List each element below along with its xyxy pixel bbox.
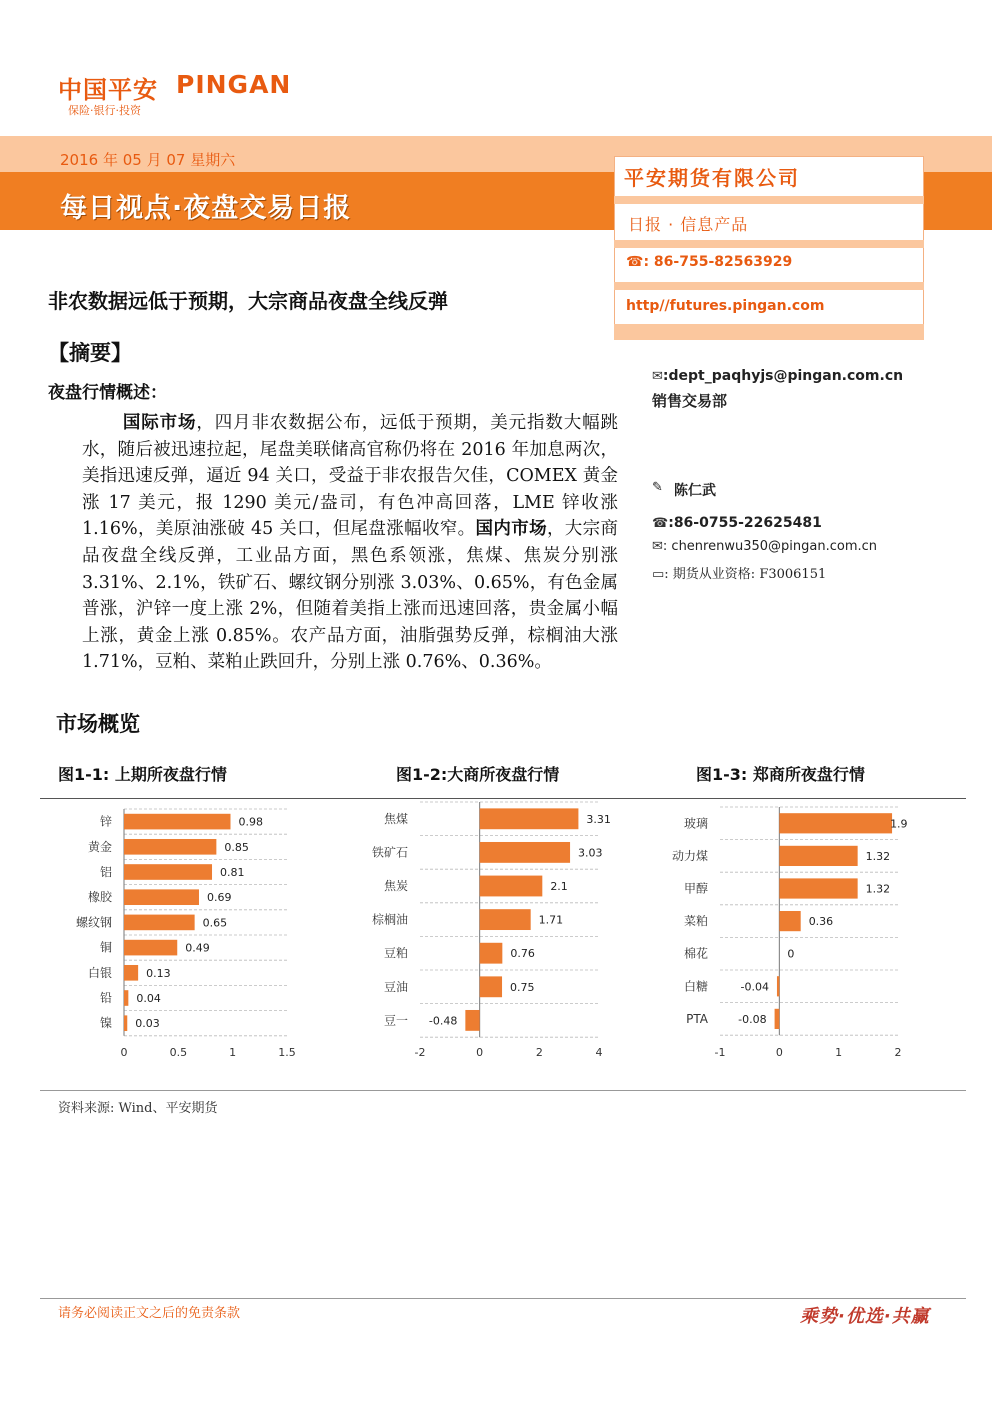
x-tick-label: 0 [120, 1046, 128, 1059]
x-tick-label: 2 [894, 1046, 902, 1059]
author-phone: ☎:86-0755-22625481 [652, 515, 822, 531]
info-separator [614, 240, 924, 248]
department: 销售交易部 [652, 392, 728, 410]
x-tick-label: -1 [714, 1046, 726, 1059]
x-tick-label: 2 [535, 1046, 543, 1059]
author-license: ▭: 期货从业资格: F3006151 [652, 567, 827, 582]
footer-rule [40, 1298, 966, 1299]
category-label: 锌 [99, 814, 112, 829]
chart-dce [372, 802, 611, 1059]
report-title: 每日视点·夜盘交易日报 [60, 193, 352, 224]
value-label: 0.76 [510, 947, 535, 961]
value-label: -0.04 [740, 980, 769, 994]
chart-2-title: 图1-2:大商所夜盘行情 [396, 765, 560, 784]
value-label: 0.03 [135, 1017, 160, 1031]
x-tick-label: 1.5 [278, 1046, 296, 1059]
x-tick-label: 1 [229, 1046, 237, 1059]
info-separator [614, 196, 924, 204]
phone-icon: ☎: [626, 254, 654, 270]
author-email[interactable]: ✉: chenrenwu350@pingan.com.cn [652, 539, 877, 554]
headline: 非农数据远低于预期，大宗商品夜盘全线反弹 [48, 289, 448, 313]
category-label: 铝 [99, 865, 112, 879]
report-date: 2016 年 05 月 07 星期六 [60, 151, 236, 169]
category-label: 白糖 [683, 979, 708, 994]
bar [124, 864, 212, 880]
category-label: 豆粕 [383, 946, 408, 961]
bar [124, 814, 230, 830]
mail-icon: ✉ [652, 539, 663, 554]
dept-email[interactable]: ✉:dept_paqhyjs@pingan.com.cn [652, 368, 904, 384]
abstract-label: 【摘要】 [48, 341, 132, 365]
value-label: 0.81 [220, 866, 245, 879]
chart-shfe [76, 809, 296, 1059]
charts-area [0, 799, 992, 1089]
category-label: 铜 [99, 940, 112, 955]
charts-bottom-rule [40, 1090, 966, 1091]
bar [124, 915, 195, 931]
value-label: 1.32 [865, 849, 891, 863]
mail-icon: ✉ [652, 369, 663, 384]
value-label: 0.65 [202, 916, 228, 930]
value-label: 0.85 [224, 840, 249, 854]
slogan: 乘势·优选·共赢 [800, 1306, 930, 1327]
category-label: PTA [686, 1011, 708, 1026]
value-label: 0.13 [146, 966, 171, 980]
bar [779, 813, 892, 833]
chart-1-title: 图1-1: 上期所夜盘行情 [58, 765, 227, 784]
chart-czce [672, 807, 908, 1059]
value-label: -0.08 [738, 1012, 767, 1026]
bar [465, 1010, 479, 1031]
bar [124, 965, 138, 981]
bar [779, 846, 857, 866]
bar [124, 990, 128, 1006]
info-separator [614, 324, 924, 340]
bar [777, 976, 779, 996]
market-overview-label: 市场概览 [56, 712, 140, 736]
phone-icon: ☎ [652, 516, 669, 531]
bar [779, 911, 800, 931]
category-label: 焦炭 [383, 879, 408, 893]
category-label: 铁矿石 [371, 845, 408, 860]
category-label: 棉花 [683, 946, 708, 961]
value-label: 1.9 [890, 817, 908, 831]
logo-en: PINGAN [176, 70, 292, 99]
bar [124, 1015, 127, 1031]
category-label: 棕榈油 [371, 912, 408, 927]
category-label: 玻璃 [683, 816, 708, 831]
company-website[interactable]: http//futures.pingan.com [626, 298, 825, 314]
summary-paragraph [82, 410, 618, 676]
value-label: 2.1 [550, 880, 568, 893]
value-label: 0.69 [206, 891, 232, 905]
category-label: 镍 [99, 1016, 112, 1031]
category-label: 菜粕 [683, 914, 708, 929]
category-label: 豆一 [383, 1013, 408, 1028]
author-name: 陈仁武 [674, 483, 716, 499]
value-label: 1.71 [538, 913, 564, 927]
x-tick-label: 0 [476, 1046, 484, 1059]
bar [480, 976, 502, 997]
category-label: 甲醇 [683, 881, 708, 896]
value-label: 0.04 [136, 992, 161, 1005]
bar [480, 876, 543, 897]
logo-tagline: 保险·银行·投资 [68, 104, 141, 117]
x-tick-label: 1 [835, 1046, 843, 1059]
bar [124, 839, 216, 855]
company-phone: ☎: 86-755-82563929 [626, 254, 793, 270]
category-label: 黄金 [87, 839, 112, 854]
domestic-market-label: 国内市场 [475, 519, 547, 540]
category-label: 橡胶 [87, 890, 112, 905]
value-label: 3.31 [586, 812, 611, 826]
bar [124, 940, 177, 956]
info-separator [614, 282, 924, 290]
bar [775, 1009, 780, 1029]
category-label: 铅 [99, 991, 112, 1005]
x-tick-label: 0.5 [169, 1046, 188, 1059]
value-label: 0.49 [185, 941, 210, 955]
domestic-market-text: ，大宗商品夜盘全线反弹，工业品方面，黑色系领涨，焦煤、焦炭分别涨 3.31%、2.1%，铁矿石、螺纹钢分别涨 3.03%、0.65%，有色金属普涨，沪锌一度上涨 2%，但随着美指上涨而迅速回落，贵金属小幅上涨，黄金上涨 0.85%。农产品方面，油脂强势反弹，棕榈油大涨 1.71%，豆粕、菜粕止跌回升，分别上涨 0.76%、0.36%。 [82, 519, 619, 673]
category-label: 白银 [87, 965, 112, 980]
bar [480, 842, 570, 863]
x-tick-label: 4 [595, 1046, 603, 1059]
category-label: 豆油 [383, 979, 408, 994]
product-type: 日报 · 信息产品 [628, 215, 749, 234]
value-label: -0.48 [428, 1014, 458, 1028]
disclaimer-link[interactable]: 请务必阅读正文之后的免责条款 [58, 1306, 241, 1321]
company-name: 平安期货有限公司 [624, 166, 800, 190]
bar [480, 808, 579, 829]
logo-cn: 中国平安 [58, 76, 158, 104]
intl-market-label: 国际市场 [122, 413, 197, 433]
book-icon: ▭ [652, 567, 665, 582]
chart-3-title: 图1-3: 郑商所夜盘行情 [696, 765, 865, 784]
value-label: 0.98 [238, 815, 263, 829]
value-label: 1.32 [865, 882, 891, 896]
category-label: 动力煤 [671, 848, 708, 863]
category-label: 螺纹钢 [75, 915, 112, 930]
value-label: 0.36 [808, 915, 834, 929]
bar [480, 943, 503, 964]
category-label: 焦煤 [383, 811, 408, 826]
value-label: 3.03 [578, 846, 603, 860]
data-source: 资料来源: Wind、平安期货 [58, 1101, 218, 1116]
bar [480, 909, 531, 930]
intl-market-text: ，四月非农数据公布，远低于预期，美元指数大幅跳水，随后被迅速拉起，尾盘美联储高官称仍将在 2016 年加息两次，美指迅速反弹，逼近 94 关口，受益于非农报告欠佳，COMEX 黄金涨 17 美元，报 1290 美元/盎司，有色冲高回落，LME 锌收涨 1.16%，美原油涨破 45 关口，但尾盘涨幅收窄。 [82, 413, 619, 540]
x-tick-label: 0 [775, 1046, 783, 1059]
pen-icon: ✎ [652, 480, 663, 495]
value-label: 0 [787, 947, 795, 961]
bar [124, 889, 199, 905]
value-label: 0.75 [510, 980, 535, 994]
x-tick-label: -2 [414, 1046, 426, 1059]
bar [779, 878, 857, 898]
overview-label: 夜盘行情概述： [48, 383, 167, 403]
